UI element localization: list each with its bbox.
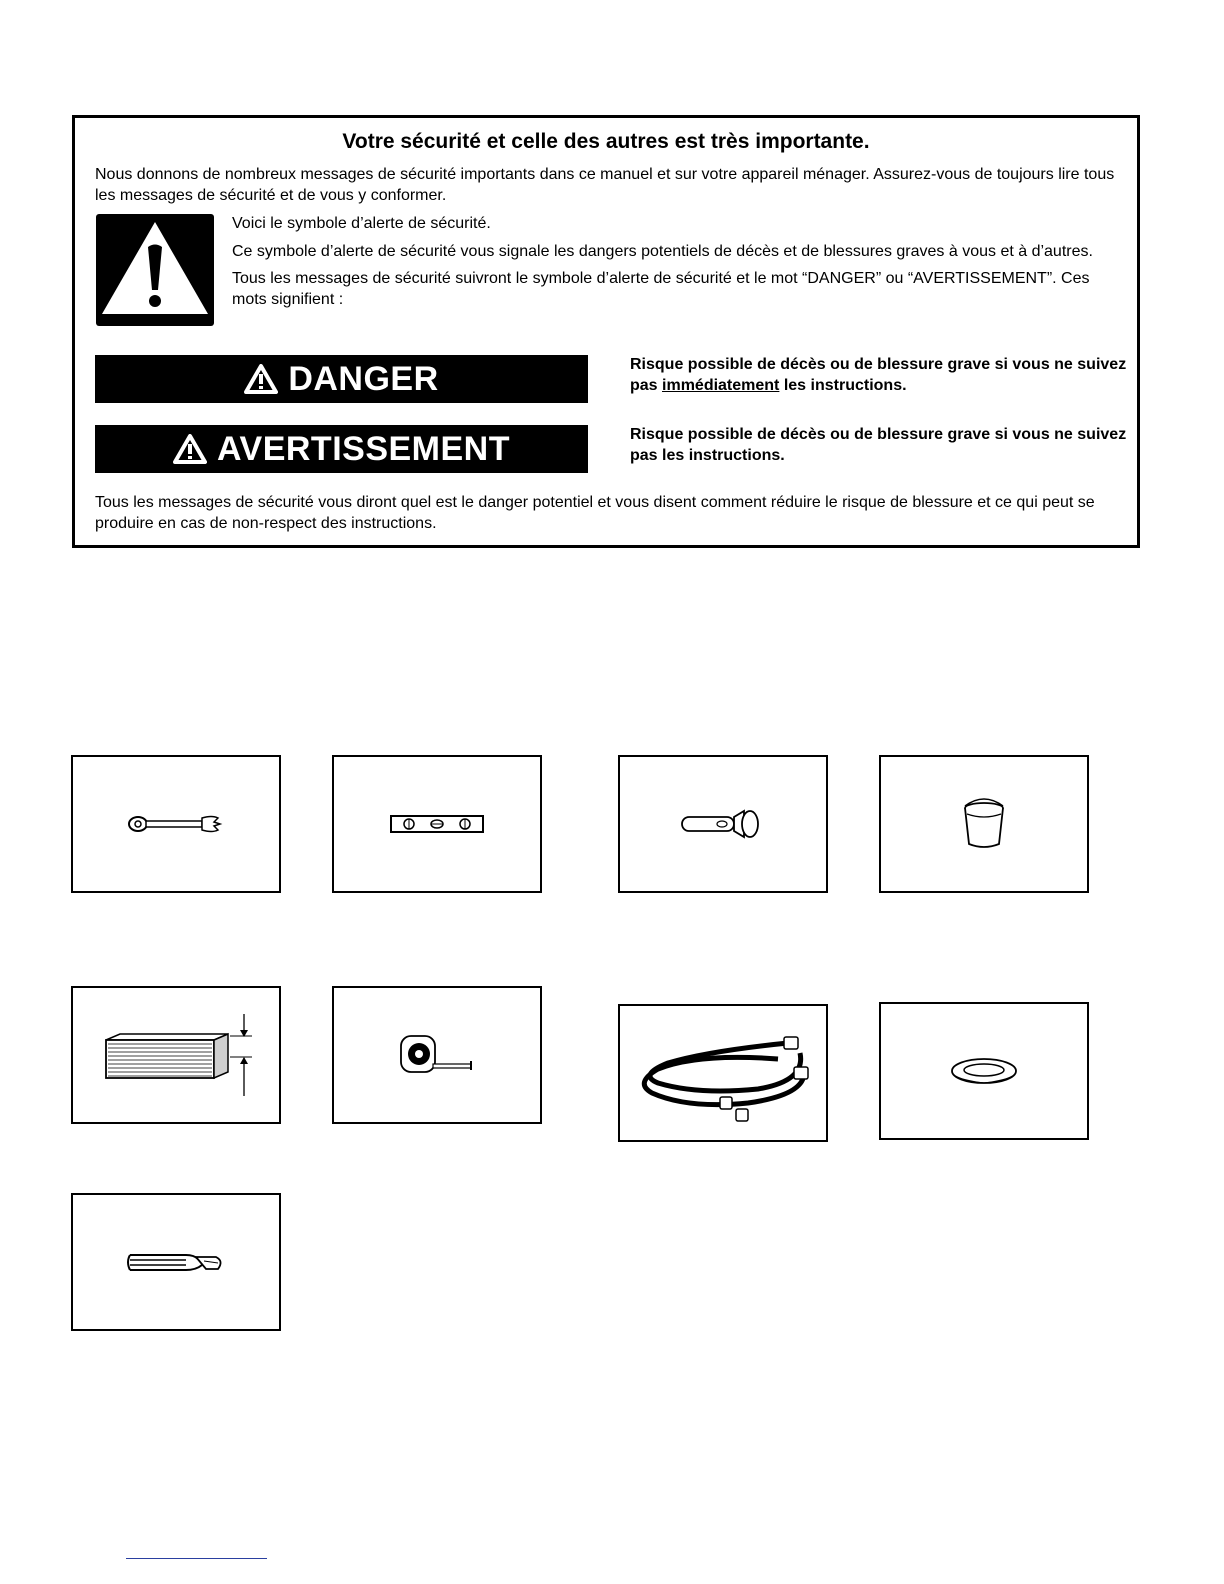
alert-line: Voici le symbole d’alerte de sécurité. (232, 215, 491, 232)
warning-triangle-icon (244, 364, 278, 394)
alert-description (232, 214, 1112, 317)
footer-rule (126, 1558, 267, 1559)
bucket-icon (959, 798, 1009, 850)
safety-intro: Nous donnons de nombreux messages de sécurité importants dans ce manuel et sur votre appareil ménager. Assurez-vous de toujours lire tous les messages de sécurité et de vous y conformer. (95, 166, 1115, 204)
tool-box-hoses (618, 1004, 828, 1142)
wrench-icon (126, 809, 226, 839)
safety-alert-icon (96, 214, 214, 326)
alert-line: Ce symbole d’alerte de sécurité vous signale les dangers potentiels de décès et de blessures graves à vous et à d’autres. (232, 242, 1093, 260)
warning-label: AVERTISSEMENT (216, 429, 510, 468)
flashlight-icon (678, 807, 768, 841)
danger-description: Risque possible de décès ou de blessure grave si vous ne suivez pas immédiatement les instructions. (630, 356, 1127, 394)
hoses-icon (628, 1023, 818, 1123)
emphasis-immediately: immédiatement (662, 377, 780, 394)
wood-block-icon (96, 1010, 256, 1100)
safety-title: Votre sécurité et celle des autres est très importante. (342, 130, 870, 153)
danger-label: DANGER (288, 359, 439, 398)
safety-box (72, 115, 1140, 548)
tool-box-flashlight (618, 755, 828, 893)
danger-banner (95, 355, 588, 403)
tool-box-bucket (879, 755, 1089, 893)
tool-box-pliers (71, 1193, 281, 1331)
warning-description: Risque possible de décès ou de blessure grave si vous ne suivez pas les instructions. (630, 426, 1127, 464)
washer-icon (949, 1056, 1019, 1086)
tape-measure-icon (397, 1030, 477, 1080)
safety-closing: Tous les messages de sécurité vous diront quel est le danger potentiel et vous disent comment réduire le risque de blessure et ce qui peut se produire en cas de non-respect des instructions. (95, 494, 1095, 532)
tool-box-wood-block (71, 986, 281, 1124)
alert-line: Tous les messages de sécurité suivront le symbole d’alerte de sécurité et le mot “DANGER” ou “AVERTISSEMENT”. Ces mots signifient : (232, 270, 1090, 308)
level-icon (389, 813, 485, 835)
tool-box-wrench (71, 755, 281, 893)
tool-box-washer (879, 1002, 1089, 1140)
warning-banner (95, 425, 588, 473)
tool-box-tape-measure (332, 986, 542, 1124)
pliers-icon (126, 1247, 226, 1277)
warning-triangle-icon (173, 434, 207, 464)
tool-box-level (332, 755, 542, 893)
